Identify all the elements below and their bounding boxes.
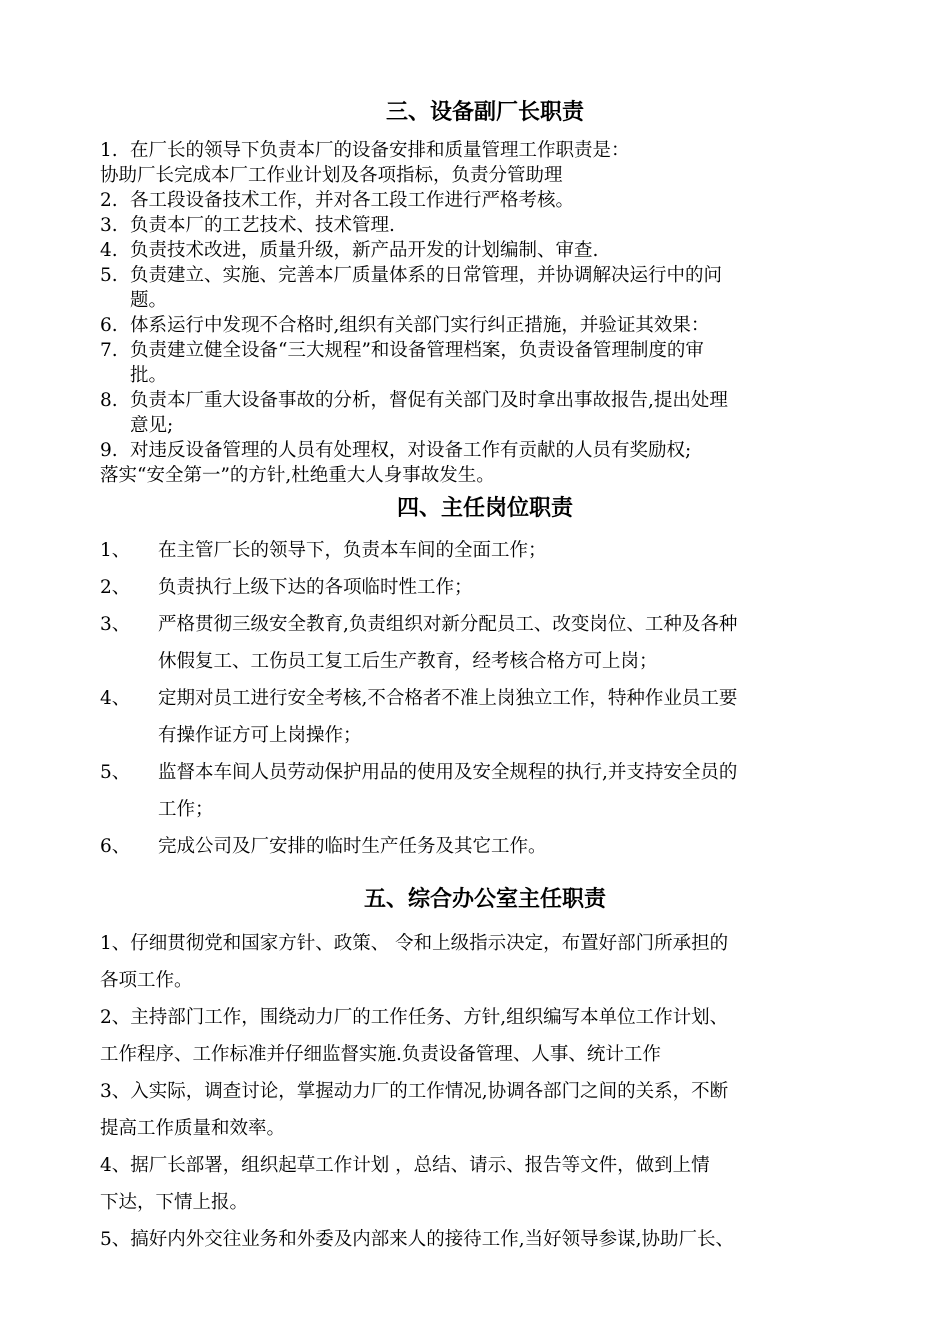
item-text: 完成公司及厂安排的临时生产任务及其它工作。 [158, 836, 547, 857]
item-continuation: 批。 [130, 365, 168, 386]
item-text: 监督本车间人员劳动保护用品的使用及安全规程的执行,并支持安全员的 [158, 762, 738, 783]
item-number: 9. [100, 440, 118, 461]
item-continuation: 题。 [130, 290, 168, 311]
item-text: 负责执行上级下达的各项临时性工作； [158, 577, 473, 598]
list-item [100, 388, 870, 413]
office-director-duties [100, 925, 870, 1258]
item-text: 严格贯彻三级安全教育,负责组织对新分配员工、改变岗位、工种及各种 [158, 614, 738, 635]
list-item [100, 213, 870, 238]
item-text: 定期对员工进行安全考核,不合格者不准上岗独立工作，特种作业员工要 [158, 688, 738, 709]
item-text: 负责建立、实施、完善本厂质量体系的日常管理，并协调解决运行中的问 [130, 265, 723, 286]
list-item [100, 238, 870, 263]
text-line: 3、入实际，调查讨论，掌握动力厂的工作情况,协调各部门之间的关系，不断 [100, 1081, 729, 1102]
text-line: 2、主持部门工作，围绕动力厂的工作任务、方针,组织编写本单位工作计划、 [100, 1007, 729, 1028]
item-text: 负责建立健全设备“三大规程”和设备管理档案，负责设备管理制度的审 [130, 340, 704, 361]
list-item [100, 263, 870, 288]
item-number: 1、 [100, 540, 131, 561]
list-item [100, 532, 870, 569]
item-number: 3、 [100, 614, 131, 635]
list-item [100, 138, 870, 163]
item-number: 5、 [100, 762, 131, 783]
item-text: 体系运行中发现不合格时,组织有关部门实行纠正措施，并验证其效果： [130, 315, 710, 336]
section-title-office-director: 五、综合办公室主任职责 [363, 887, 606, 912]
list-item [100, 188, 870, 213]
list-item [100, 338, 870, 363]
deputy-director-duties-list [100, 138, 870, 488]
list-item [100, 606, 870, 643]
item-number: 4. [100, 240, 118, 261]
section-title-director: 四、主任岗位职责 [396, 496, 573, 521]
text-line: 4、据厂长部署，组织起草工作计划 ，总结、请示、报告等文件，做到上情 [100, 1155, 710, 1176]
item-text: 负责技术改进，质量升级，新产品开发的计划编制、审查. [130, 240, 599, 261]
list-item [100, 828, 870, 865]
item-text: 在主管厂长的领导下，负责本车间的全面工作； [158, 540, 547, 561]
text-line: 提高工作质量和效率。 [100, 1118, 286, 1139]
item-text: 负责本厂重大设备事故的分析，督促有关部门及时拿出事故报告,提出处理 [130, 390, 728, 411]
item-number: 6. [100, 315, 118, 336]
item-continuation: 意见; [130, 415, 174, 436]
item-text: 在厂长的领导下负责本厂的设备安排和质量管理工作职责是： [130, 140, 630, 161]
list-item [100, 569, 870, 606]
text-line: 下达，下情上报。 [100, 1192, 249, 1213]
item-text: 对违反设备管理的人员有处理权，对设备工作有贡献的人员有奖励权; [130, 440, 692, 461]
item-number: 1. [100, 140, 118, 161]
item-text: 负责本厂的工艺技术、技术管理. [130, 215, 395, 236]
item-number: 3. [100, 215, 118, 236]
item-continuation: 休假复工、工伤员工复工后生产教育，经考核合格方可上岗； [158, 651, 658, 672]
text-line: 工作程序、工作标准并仔细监督实施.负责设备管理、人事、统计工作 [100, 1044, 661, 1065]
item-continuation: 工作； [158, 799, 214, 820]
text-line: 1、仔细贯彻党和国家方针、政策、 令和上级指示决定，布置好部门所承担的 [100, 933, 729, 954]
list-item [100, 313, 870, 338]
item-number: 2. [100, 190, 118, 211]
list-item [100, 754, 870, 791]
item-number: 5. [100, 265, 118, 286]
item-number: 6、 [100, 836, 131, 857]
director-duties-list [100, 532, 870, 865]
item-number: 8. [100, 390, 118, 411]
item-text: 各工段设备技术工作，并对各工段工作进行严格考核。 [130, 190, 575, 211]
item-number: 7. [100, 340, 118, 361]
text-line: 各项工作。 [100, 970, 193, 991]
item-number: 4、 [100, 688, 131, 709]
list-item: 落实“安全第一”的方针,杜绝重大人身事故发生。 [100, 465, 495, 486]
list-item [100, 438, 870, 463]
list-item: 协助厂长完成本厂工作业计划及各项指标，负责分管助理 [100, 165, 563, 186]
text-line: 5、搞好内外交往业务和外委及内部来人的接待工作,当好领导参谋,协助厂长、 [100, 1229, 735, 1250]
list-item [100, 680, 870, 717]
section-title-deputy-director: 三、设备副厂长职责 [385, 100, 584, 125]
item-continuation: 有操作证方可上岗操作； [158, 725, 362, 746]
document-page [100, 96, 870, 1258]
item-number: 2、 [100, 577, 131, 598]
